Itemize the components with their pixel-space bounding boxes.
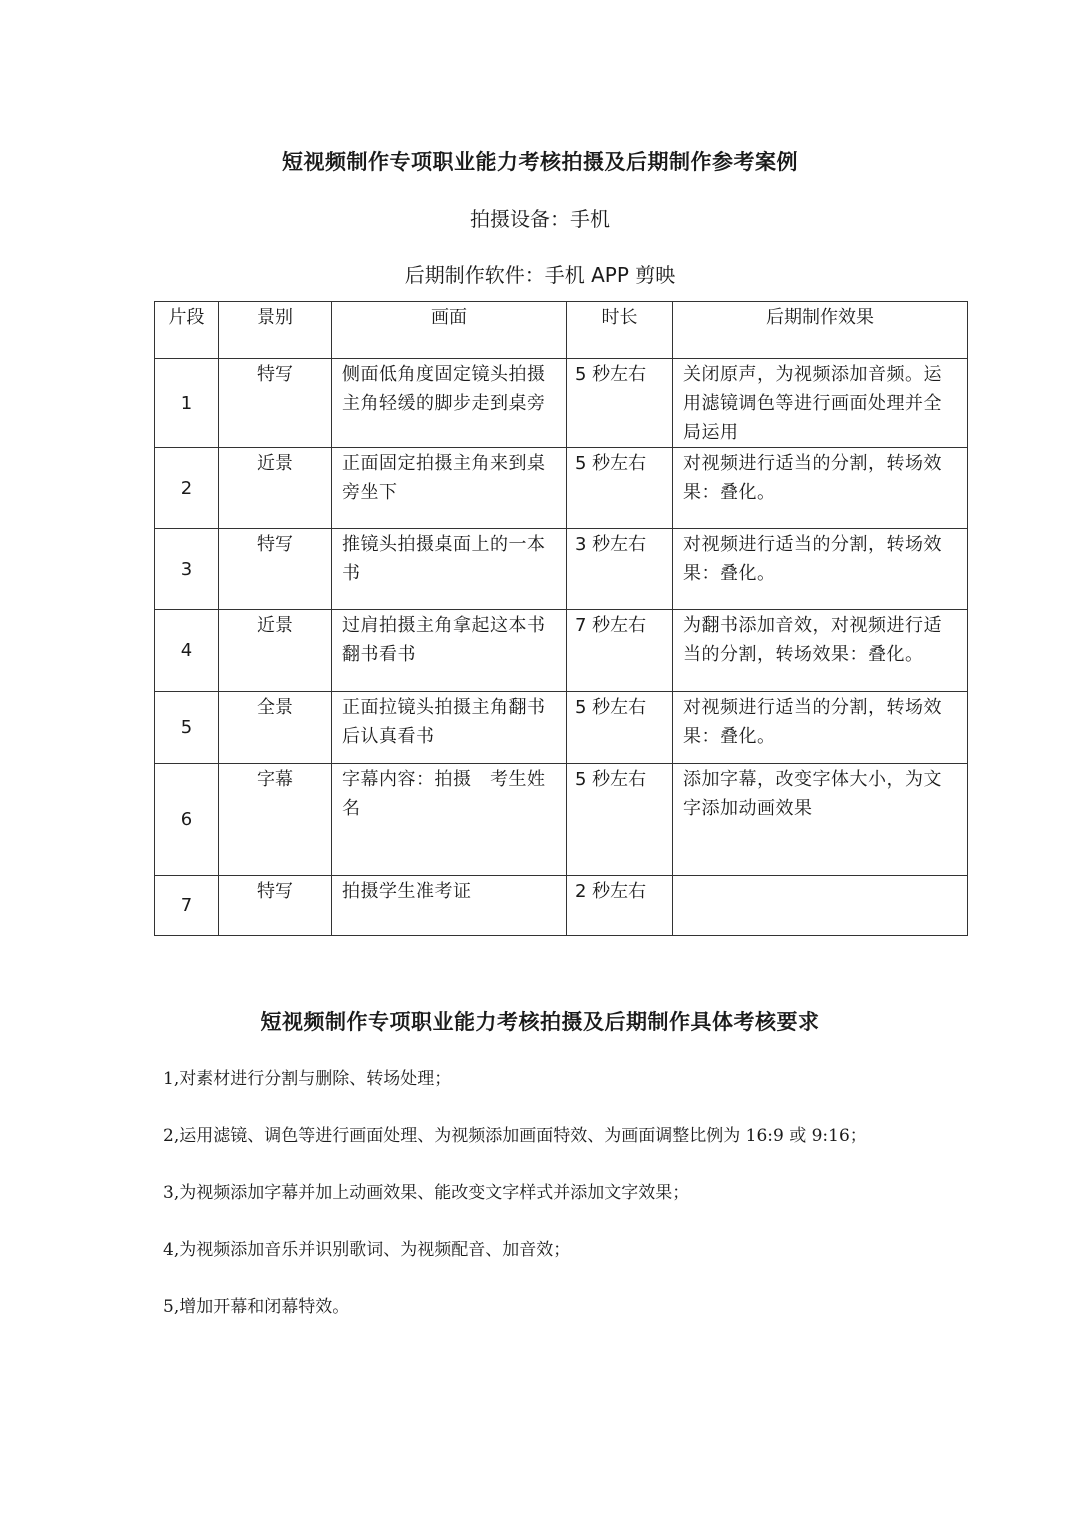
table-row xyxy=(155,876,968,936)
shot-list-table xyxy=(154,301,968,936)
cell-shot-size: 字幕 xyxy=(219,764,332,876)
cell-scene: 侧面低角度固定镜头拍摄主角轻缓的脚步走到桌旁 xyxy=(332,359,567,448)
table-row xyxy=(155,359,968,448)
cell-shot-size: 近景 xyxy=(219,448,332,529)
editing-software: 后期制作软件：手机 APP 剪映 xyxy=(404,263,676,287)
cell-scene: 拍摄学生准考证 xyxy=(332,876,567,936)
cell-scene: 过肩拍摄主角拿起这本书翻书看书 xyxy=(332,610,567,692)
cell-duration: 2 秒左右 xyxy=(567,876,673,936)
cell-index: 6 xyxy=(155,764,219,876)
cell-duration: 5 秒左右 xyxy=(567,692,673,764)
table-row xyxy=(155,764,968,876)
cell-post-effect: 对视频进行适当的分割，转场效果：叠化。 xyxy=(673,448,968,529)
header-shot-size: 景别 xyxy=(219,302,332,359)
cell-post-effect: 为翻书添加音效，对视频进行适当的分割，转场效果：叠化。 xyxy=(673,610,968,692)
cell-duration: 3 秒左右 xyxy=(567,529,673,610)
header-duration: 时长 xyxy=(567,302,673,359)
document-title: 短视频制作专项职业能力考核拍摄及后期制作参考案例 xyxy=(282,149,798,174)
cell-shot-size: 特写 xyxy=(219,359,332,448)
cell-index: 7 xyxy=(155,876,219,936)
requirement-item: 2,运用滤镜、调色等进行画面处理、为视频添加画面特效、为画面调整比例为 16:9 或 9:16； xyxy=(163,1126,867,1146)
header-post-effect: 后期制作效果 xyxy=(673,302,968,359)
cell-post-effect: 关闭原声，为视频添加音频。运用滤镜调色等进行画面处理并全局运用 xyxy=(673,359,968,448)
cell-shot-size: 特写 xyxy=(219,876,332,936)
cell-index: 1 xyxy=(155,359,219,448)
cell-shot-size: 近景 xyxy=(219,610,332,692)
cell-index: 4 xyxy=(155,610,219,692)
cell-duration: 5 秒左右 xyxy=(567,448,673,529)
cell-duration: 7 秒左右 xyxy=(567,610,673,692)
cell-scene: 推镜头拍摄桌面上的一本书 xyxy=(332,529,567,610)
header-segment: 片段 xyxy=(155,302,219,359)
cell-index: 5 xyxy=(155,692,219,764)
requirement-item: 3,为视频添加字幕并加上动画效果、能改变文字样式并添加文字效果； xyxy=(163,1183,690,1203)
table-row xyxy=(155,448,968,529)
header-scene: 画面 xyxy=(332,302,567,359)
cell-duration: 5 秒左右 xyxy=(567,764,673,876)
cell-shot-size: 特写 xyxy=(219,529,332,610)
requirement-item: 1,对素材进行分割与删除、转场处理； xyxy=(163,1069,452,1089)
table-row xyxy=(155,610,968,692)
table-row xyxy=(155,529,968,610)
cell-scene: 正面拉镜头拍摄主角翻书后认真看书 xyxy=(332,692,567,764)
cell-post-effect xyxy=(673,876,968,936)
cell-post-effect: 添加字幕，改变字体大小，为文字添加动画效果 xyxy=(673,764,968,876)
cell-post-effect: 对视频进行适当的分割，转场效果：叠化。 xyxy=(673,529,968,610)
requirement-item: 4,为视频添加音乐并识别歌词、为视频配音、加音效； xyxy=(163,1240,571,1260)
cell-scene: 字幕内容：拍摄 考生姓名 xyxy=(332,764,567,876)
cell-post-effect: 对视频进行适当的分割，转场效果：叠化。 xyxy=(673,692,968,764)
table-row xyxy=(155,692,968,764)
requirement-item: 5,增加开幕和闭幕特效。 xyxy=(163,1297,350,1317)
cell-shot-size: 全景 xyxy=(219,692,332,764)
shooting-device: 拍摄设备：手机 xyxy=(470,207,610,231)
cell-duration: 5 秒左右 xyxy=(567,359,673,448)
cell-index: 2 xyxy=(155,448,219,529)
table-header-row xyxy=(155,302,968,359)
cell-index: 3 xyxy=(155,529,219,610)
cell-scene: 正面固定拍摄主角来到桌旁坐下 xyxy=(332,448,567,529)
requirements-title: 短视频制作专项职业能力考核拍摄及后期制作具体考核要求 xyxy=(260,1009,820,1034)
